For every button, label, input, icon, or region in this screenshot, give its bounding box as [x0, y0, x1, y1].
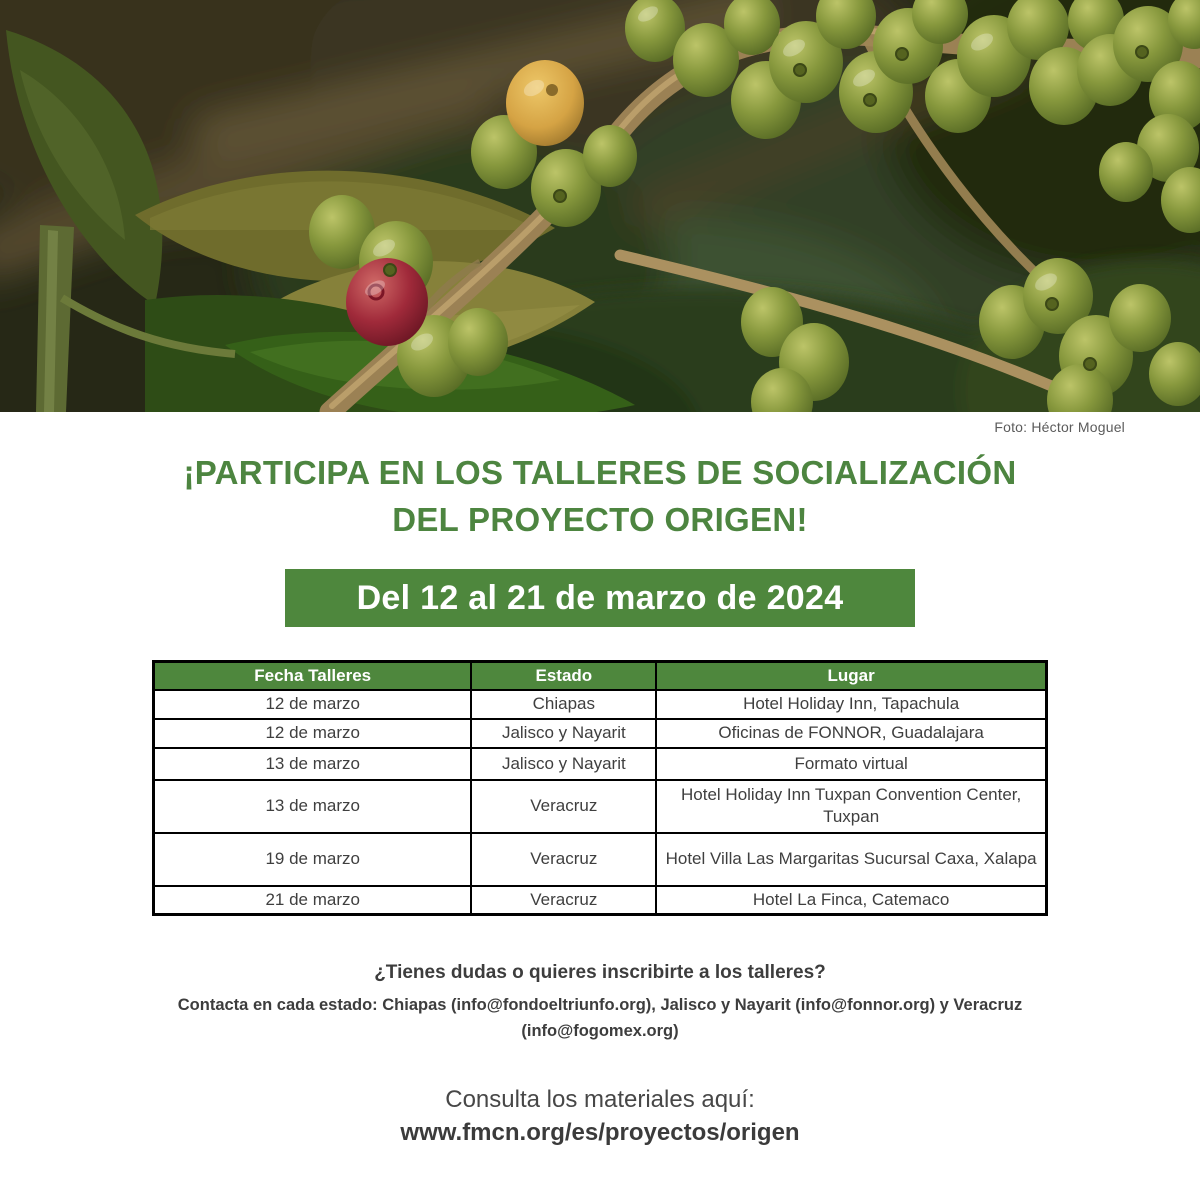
coffee-photo: [0, 0, 1200, 412]
contact-line1: Contacta en cada estado: Chiapas (info@fondoeltriunfo.org), Jalisco y Nayarit (info@fonnor.org) y Veracruz: [177, 996, 1023, 1015]
cell-fecha: 19 de marzo: [154, 833, 472, 886]
table-row: [154, 719, 1047, 748]
table-row: [154, 748, 1047, 780]
cell-estado: Veracruz: [471, 833, 656, 886]
cell-lugar: Hotel Holiday Inn, Tapachula: [656, 690, 1046, 719]
cell-lugar: Hotel La Finca, Catemaco: [656, 886, 1046, 915]
page-title: [0, 450, 1200, 544]
contact-info: [0, 993, 1200, 1044]
cell-fecha: 21 de marzo: [154, 886, 472, 915]
cell-estado: Jalisco y Nayarit: [471, 719, 656, 748]
materials-label: Consulta los materiales aquí:: [445, 1086, 755, 1114]
workshops-table: [152, 660, 1048, 917]
contact-question: ¿Tienes dudas o quieres inscribirte a los talleres?: [374, 962, 826, 984]
table-row: [154, 780, 1047, 833]
cell-fecha: 12 de marzo: [154, 690, 472, 719]
page-title-line2: DEL PROYECTO ORIGEN!: [392, 500, 808, 538]
cell-fecha: 12 de marzo: [154, 719, 472, 748]
table-row: [154, 833, 1047, 886]
table-row: [154, 886, 1047, 915]
contact-line2: (info@fogomex.org): [521, 1021, 679, 1040]
table-row: [154, 690, 1047, 719]
cell-estado: Jalisco y Nayarit: [471, 748, 656, 780]
col-header-estado: Estado: [471, 661, 656, 690]
col-header-fecha: Fecha Talleres: [154, 661, 472, 690]
cell-fecha: 13 de marzo: [154, 780, 472, 833]
cell-lugar: Hotel Holiday Inn Tuxpan Convention Center, Tuxpan: [656, 780, 1046, 833]
cell-lugar: Formato virtual: [656, 748, 1046, 780]
cell-fecha: 13 de marzo: [154, 748, 472, 780]
orange-cherry: [506, 60, 584, 146]
cell-lugar: Oficinas de FONNOR, Guadalajara: [656, 719, 1046, 748]
col-header-lugar: Lugar: [656, 661, 1046, 690]
page-title-line1: ¡PARTICIPA EN LOS TALLERES DE SOCIALIZACIÓN: [183, 454, 1017, 491]
workshops-table-wrap: [152, 660, 1048, 917]
cell-lugar: Hotel Villa Las Margaritas Sucursal Caxa, Xalapa: [656, 833, 1046, 886]
cell-estado: Veracruz: [471, 886, 656, 915]
table-header-row: [154, 661, 1047, 690]
cell-estado: Chiapas: [471, 690, 656, 719]
cell-estado: Veracruz: [471, 780, 656, 833]
photo-credit: Foto: Héctor Moguel: [994, 419, 1125, 435]
date-banner: Del 12 al 21 de marzo de 2024: [285, 569, 915, 627]
materials-url-link[interactable]: www.fmcn.org/es/proyectos/origen: [400, 1119, 800, 1147]
